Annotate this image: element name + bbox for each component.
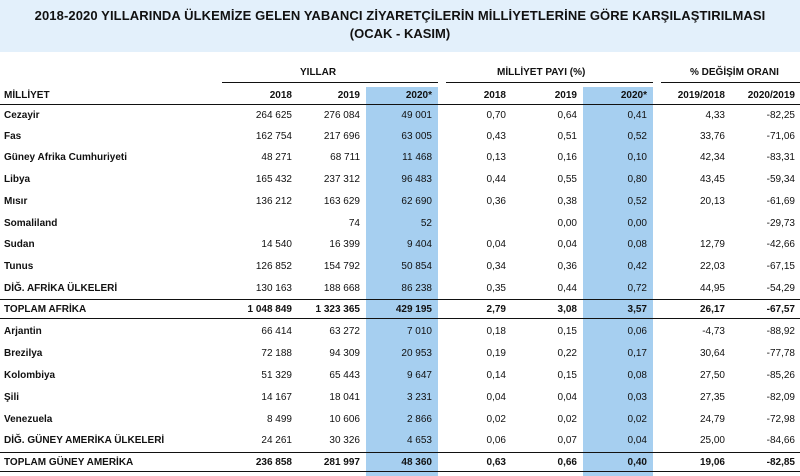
table-cell: -67,57 bbox=[766, 304, 795, 315]
table-cell: 25,00 bbox=[699, 435, 725, 446]
group-divider-share bbox=[446, 82, 653, 83]
table-cell: 0,36 bbox=[557, 261, 577, 272]
table-cell: 0,13 bbox=[486, 152, 506, 163]
table-cell: 9 647 bbox=[406, 370, 432, 381]
table-cell: 27,35 bbox=[699, 392, 725, 403]
table-cell: 30,64 bbox=[699, 348, 725, 359]
table-cell: 0,51 bbox=[557, 131, 577, 142]
table-cell: 162 754 bbox=[255, 131, 292, 142]
table-cell: 42,34 bbox=[699, 152, 725, 163]
table-cell: 0,17 bbox=[627, 348, 647, 359]
table-cell: 49 001 bbox=[401, 110, 432, 121]
table-cell: 0,34 bbox=[486, 261, 506, 272]
table-cell: 0,36 bbox=[486, 196, 506, 207]
table-cell: 0,42 bbox=[627, 261, 647, 272]
table-cell: 1 048 849 bbox=[247, 304, 292, 315]
nationality-label: Kolombiya bbox=[4, 370, 56, 381]
table-cell: 136 212 bbox=[255, 196, 292, 207]
column-header-share-2019: 2019 bbox=[554, 90, 577, 101]
table-cell: 0,38 bbox=[557, 196, 577, 207]
table-cell: 2,79 bbox=[486, 304, 506, 315]
table-cell: 0,04 bbox=[486, 392, 506, 403]
table-cell: 0,04 bbox=[557, 392, 577, 403]
table-cell: 3,57 bbox=[627, 304, 647, 315]
nationality-label: Venezuela bbox=[4, 414, 53, 425]
nationality-label: Güney Afrika Cumhuriyeti bbox=[4, 152, 127, 163]
table-cell: 3,08 bbox=[557, 304, 577, 315]
table-cell: 0,06 bbox=[486, 435, 506, 446]
table-cell: 24,79 bbox=[699, 414, 725, 425]
table-cell: 0,04 bbox=[486, 239, 506, 250]
table-cell: 43,45 bbox=[699, 174, 725, 185]
table-cell: -83,31 bbox=[766, 152, 795, 163]
table-cell: 63 272 bbox=[329, 326, 360, 337]
table-cell: 22,03 bbox=[699, 261, 725, 272]
table-cell: -61,69 bbox=[766, 196, 795, 207]
table-cell: 0,64 bbox=[557, 110, 577, 121]
table-cell: 48 360 bbox=[401, 457, 432, 468]
table-cell: 3 231 bbox=[406, 392, 432, 403]
table-cell: 52 bbox=[420, 218, 432, 229]
table-cell: 0,70 bbox=[486, 110, 506, 121]
group-divider-years bbox=[222, 82, 438, 83]
table-cell: -82,09 bbox=[766, 392, 795, 403]
column-header-2019: 2019 bbox=[337, 90, 360, 101]
table-cell: 0,52 bbox=[627, 131, 647, 142]
table-cell: 44,95 bbox=[699, 283, 725, 294]
table-cell: 62 690 bbox=[401, 196, 432, 207]
table-cell: 9 404 bbox=[406, 239, 432, 250]
nationality-label: Şili bbox=[4, 392, 20, 403]
group-header-years: YILLAR bbox=[300, 67, 337, 78]
header-divider bbox=[0, 104, 800, 105]
table-cell: 0,19 bbox=[486, 348, 506, 359]
table-cell: 276 084 bbox=[323, 110, 360, 121]
table-cell: 0,15 bbox=[557, 326, 577, 337]
table-cell: 0,66 bbox=[557, 457, 577, 468]
table-cell: 65 443 bbox=[329, 370, 360, 381]
table-cell: 0,02 bbox=[627, 414, 647, 425]
total-row-bottom-border bbox=[0, 318, 800, 319]
table-cell: 0,44 bbox=[486, 174, 506, 185]
table-cell: 126 852 bbox=[255, 261, 292, 272]
group-header-share: MİLLİYET PAYI (%) bbox=[497, 67, 586, 78]
nationality-label: Arjantin bbox=[4, 326, 42, 337]
table-cell: 0,22 bbox=[557, 348, 577, 359]
nationality-label: Somaliland bbox=[4, 218, 58, 229]
table-cell: 2 866 bbox=[406, 414, 432, 425]
table-cell: 74 bbox=[348, 218, 360, 229]
total-row-top-border bbox=[0, 299, 800, 300]
table-cell: 8 499 bbox=[266, 414, 292, 425]
table-cell: 0,52 bbox=[627, 196, 647, 207]
table-cell: 165 432 bbox=[255, 174, 292, 185]
table-cell: 163 629 bbox=[323, 196, 360, 207]
group-divider-change bbox=[661, 82, 800, 83]
table-cell: -29,73 bbox=[766, 218, 795, 229]
table-cell: 0,72 bbox=[627, 283, 647, 294]
table-cell: 20,13 bbox=[699, 196, 725, 207]
table-cell: 7 010 bbox=[406, 326, 432, 337]
table-cell: 30 326 bbox=[329, 435, 360, 446]
table-cell: -72,98 bbox=[766, 414, 795, 425]
table-cell: 0,00 bbox=[627, 218, 647, 229]
table-cell: 72 188 bbox=[261, 348, 292, 359]
table-cell: 0,06 bbox=[627, 326, 647, 337]
nationality-label: Mısır bbox=[4, 196, 28, 207]
column-header-change-2020-2019: 2020/2019 bbox=[747, 90, 795, 101]
table-cell: -77,78 bbox=[766, 348, 795, 359]
table-cell: 66 414 bbox=[261, 326, 292, 337]
table-cell: 50 854 bbox=[401, 261, 432, 272]
table-cell: 188 668 bbox=[323, 283, 360, 294]
table-cell: 130 163 bbox=[255, 283, 292, 294]
table-cell: 0,10 bbox=[627, 152, 647, 163]
table-cell: 27,50 bbox=[699, 370, 725, 381]
table-cell: -82,25 bbox=[766, 110, 795, 121]
table-cell: 0,03 bbox=[627, 392, 647, 403]
table-cell: 18 041 bbox=[329, 392, 360, 403]
table-cell: 154 792 bbox=[323, 261, 360, 272]
table-cell: 0,02 bbox=[557, 414, 577, 425]
table-cell: -71,06 bbox=[766, 131, 795, 142]
table-cell: 33,76 bbox=[699, 131, 725, 142]
table-cell: 19,06 bbox=[699, 457, 725, 468]
table-cell: -4,73 bbox=[702, 326, 725, 337]
nationality-label: Cezayir bbox=[4, 110, 40, 121]
table-cell: 14 167 bbox=[261, 392, 292, 403]
table-cell: 63 005 bbox=[401, 131, 432, 142]
table-cell: 86 238 bbox=[401, 283, 432, 294]
table-cell: -59,34 bbox=[766, 174, 795, 185]
column-header-share-2018: 2018 bbox=[483, 90, 506, 101]
page-subtitle: (OCAK - KASIM) bbox=[349, 26, 451, 41]
table-cell: 0,00 bbox=[557, 218, 577, 229]
table-cell: -88,92 bbox=[766, 326, 795, 337]
table-cell: 14 540 bbox=[261, 239, 292, 250]
table-cell: 0,14 bbox=[486, 370, 506, 381]
page-title: 2018-2020 YILLARINDA ÜLKEMİZE GELEN YABANCI ZİYARETÇİLERİN MİLLİYETLERİNE GÖRE KARŞILAŞTIRILMASI bbox=[34, 8, 766, 23]
table-cell: 0,44 bbox=[557, 283, 577, 294]
table-cell: 1 323 365 bbox=[315, 304, 360, 315]
total-row-label: TOPLAM AFRİKA bbox=[4, 304, 87, 315]
table-cell: 0,15 bbox=[557, 370, 577, 381]
nationality-label: Tunus bbox=[4, 261, 34, 272]
table-cell: 10 606 bbox=[329, 414, 360, 425]
nationality-label: Libya bbox=[4, 174, 31, 185]
total-row-bottom-border bbox=[0, 471, 800, 472]
table-cell: -42,66 bbox=[766, 239, 795, 250]
table-cell: -67,15 bbox=[766, 261, 795, 272]
table-cell: 0,07 bbox=[557, 435, 577, 446]
column-header-nationality: MİLLİYET bbox=[4, 90, 50, 101]
table-cell: 48 271 bbox=[261, 152, 292, 163]
table-cell: 429 195 bbox=[395, 304, 432, 315]
nationality-label: Brezilya bbox=[4, 348, 43, 359]
column-header-share-2020: 2020* bbox=[620, 90, 647, 101]
total-row-top-border bbox=[0, 452, 800, 453]
column-header-change-2019-2018: 2019/2018 bbox=[677, 90, 725, 101]
table-cell: 0,18 bbox=[486, 326, 506, 337]
table-cell: 0,08 bbox=[627, 239, 647, 250]
table-cell: 20 953 bbox=[401, 348, 432, 359]
table-cell: 11 468 bbox=[402, 152, 432, 163]
table-cell: 26,17 bbox=[699, 304, 725, 315]
table-cell: 0,43 bbox=[486, 131, 506, 142]
nationality-label: Fas bbox=[4, 131, 22, 142]
table-cell: 236 858 bbox=[255, 457, 292, 468]
table-cell: 0,08 bbox=[627, 370, 647, 381]
table-cell: 0,55 bbox=[557, 174, 577, 185]
table-cell: -54,29 bbox=[766, 283, 795, 294]
table-cell: 0,04 bbox=[557, 239, 577, 250]
nationality-label: Sudan bbox=[4, 239, 35, 250]
table-cell: 0,63 bbox=[486, 457, 506, 468]
table-cell: 12,79 bbox=[699, 239, 725, 250]
table-cell: 0,04 bbox=[627, 435, 647, 446]
table-cell: -82,85 bbox=[766, 457, 795, 468]
column-header-2018: 2018 bbox=[269, 90, 292, 101]
table-cell: 0,80 bbox=[627, 174, 647, 185]
title-banner bbox=[0, 0, 800, 52]
table-cell: 4,33 bbox=[705, 110, 725, 121]
nationality-label: DİĞ. AFRİKA ÜLKELERİ bbox=[4, 283, 118, 294]
table-cell: 51 329 bbox=[261, 370, 292, 381]
table-cell: 96 483 bbox=[401, 174, 432, 185]
table-cell: 0,35 bbox=[486, 283, 506, 294]
table-cell: 237 312 bbox=[323, 174, 360, 185]
table-cell: -84,66 bbox=[766, 435, 795, 446]
table-cell: 94 309 bbox=[329, 348, 360, 359]
nationality-label: DİĞ. GÜNEY AMERİKA ÜLKELERİ bbox=[4, 435, 165, 446]
table-cell: 68 711 bbox=[330, 152, 360, 163]
table-cell: 0,41 bbox=[627, 110, 647, 121]
table-cell: 264 625 bbox=[255, 110, 292, 121]
group-header-change: % DEĞİŞİM ORANI bbox=[690, 67, 779, 78]
table-cell: 281 997 bbox=[323, 457, 360, 468]
total-row-label: TOPLAM GÜNEY AMERİKA bbox=[4, 457, 134, 468]
table-cell: -85,26 bbox=[766, 370, 795, 381]
column-header-2020: 2020* bbox=[405, 90, 432, 101]
table-cell: 217 696 bbox=[323, 131, 360, 142]
table-cell: 0,16 bbox=[557, 152, 577, 163]
table-cell: 4 653 bbox=[406, 435, 432, 446]
table-cell: 16 399 bbox=[329, 239, 360, 250]
table-cell: 0,40 bbox=[627, 457, 647, 468]
table-cell: 24 261 bbox=[261, 435, 292, 446]
table-cell: 0,02 bbox=[486, 414, 506, 425]
